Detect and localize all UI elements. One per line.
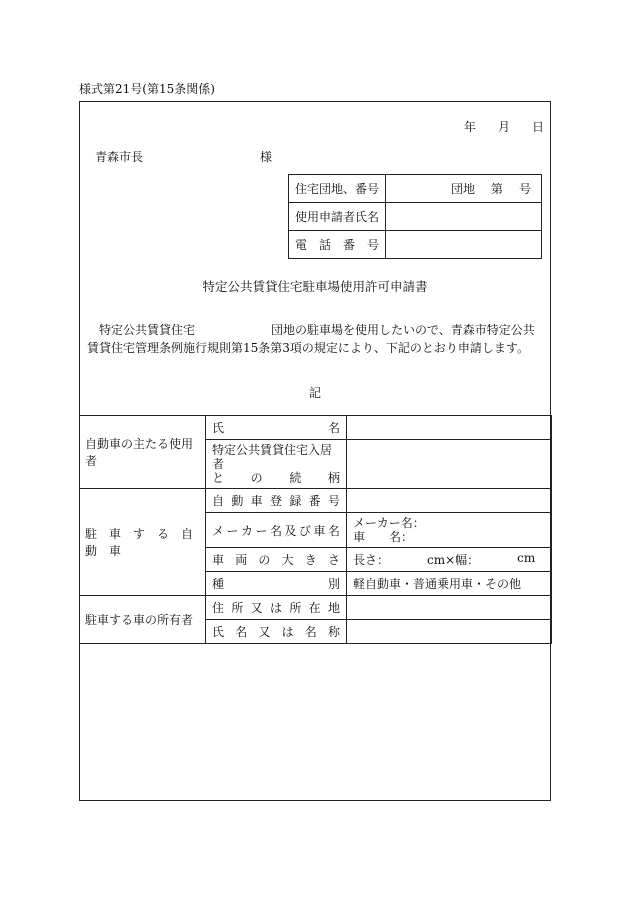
user-relation-char: 続 xyxy=(289,471,302,485)
user-name-row xyxy=(80,416,552,440)
maker-char: び xyxy=(298,523,311,538)
owner-name-char: 氏 xyxy=(212,625,225,639)
kind-char: 種 xyxy=(212,577,225,591)
owner-name-char: 名 xyxy=(304,625,317,639)
user-name-field[interactable] xyxy=(347,416,552,440)
owner-name-char: は xyxy=(281,625,294,639)
reg-no-char: 録 xyxy=(289,494,302,508)
gou-text: 号 xyxy=(518,182,531,196)
body-part1: 特定公共賃貸住宅 xyxy=(99,323,196,337)
user-relation-label xyxy=(206,440,347,489)
housing-label: 住宅団地、番号 xyxy=(289,175,386,203)
addressee-honorific: 様 xyxy=(260,150,273,164)
owner-addr-char: 在 xyxy=(308,601,321,615)
user-relation-char: 柄 xyxy=(327,471,340,485)
size-char: さ xyxy=(327,553,340,567)
reg-no-char: 動 xyxy=(231,494,244,508)
size-char: の xyxy=(258,553,271,567)
date-day: 日 xyxy=(531,120,544,134)
maker-char: ー xyxy=(226,523,239,538)
date-line xyxy=(464,118,544,135)
owner-addr-char: は xyxy=(269,601,282,615)
applicant-name-row xyxy=(289,203,542,231)
owner-addr-row xyxy=(80,596,552,620)
phone-label: 電 話 番 号 xyxy=(289,231,386,259)
body-text xyxy=(87,321,544,357)
reg-no-label xyxy=(206,489,347,513)
reg-no-char: 自 xyxy=(212,494,225,508)
owner-name-field[interactable] xyxy=(347,620,552,644)
owner-name-label xyxy=(206,620,347,644)
ki-heading: 記 xyxy=(308,386,321,400)
owner-addr-char: 住 xyxy=(212,601,225,615)
size-cm-text: cm xyxy=(517,551,536,565)
danchi-text: 団地 xyxy=(450,182,475,196)
owner-name-char: 称 xyxy=(327,625,340,639)
form-number: 様式第21号(第15条関係) xyxy=(79,82,215,96)
reg-no-char: 号 xyxy=(327,494,340,508)
maker-char: 名 xyxy=(269,523,282,538)
addressee-to: 青森市長 xyxy=(95,150,144,164)
maker-char: メ xyxy=(212,523,225,538)
owner-addr-char: 所 xyxy=(231,601,244,615)
car-group-label: 駐 車 す る 自 動 車 xyxy=(80,489,206,596)
maker-char: 及 xyxy=(284,523,297,538)
addressee xyxy=(95,148,273,165)
applicant-name-field[interactable] xyxy=(386,203,542,231)
phone-field[interactable] xyxy=(386,231,542,259)
maker-char: 車 xyxy=(313,523,326,538)
applicant-table xyxy=(288,174,542,259)
kind-field[interactable]: 軽自動車・普通乗用車・その他 xyxy=(347,572,552,596)
maker-char: カ xyxy=(240,523,253,538)
owner-addr-char: 地 xyxy=(327,601,340,615)
user-relation-field[interactable] xyxy=(347,440,552,489)
owner-name-char: 又 xyxy=(258,625,271,639)
length-blank[interactable] xyxy=(391,551,425,568)
housing-row xyxy=(289,175,542,203)
maker-char: 名 xyxy=(327,523,340,538)
applicant-name-label: 使用申請者氏名 xyxy=(289,203,386,231)
user-group-label: 自動車の主たる使用者 xyxy=(80,416,206,489)
phone-row xyxy=(289,231,542,259)
kind-char: 別 xyxy=(327,577,340,591)
size-field[interactable] xyxy=(347,548,552,572)
kind-label xyxy=(206,572,347,596)
date-year: 年 xyxy=(463,120,476,134)
date-month: 月 xyxy=(497,120,510,134)
user-name-label xyxy=(206,416,347,440)
size-label xyxy=(206,548,347,572)
owner-group-label: 駐車する車の所有者 xyxy=(80,596,206,644)
maker-label xyxy=(206,513,347,548)
application-form xyxy=(79,101,551,801)
width-blank[interactable] xyxy=(481,551,515,568)
owner-addr-char: 又 xyxy=(250,601,263,615)
size-char: 大 xyxy=(281,553,294,567)
reg-no-row xyxy=(80,489,552,513)
body-part2: 団地の駐車場を使用したいので、青森市特定公共賃貸住宅管理条例施行規則第15条第3項の規定により、下記のとおり申請します。 xyxy=(87,323,535,355)
dai-text: 第 xyxy=(490,182,503,196)
owner-addr-field[interactable] xyxy=(347,596,552,620)
size-char: 両 xyxy=(235,553,248,567)
user-name-char: 氏 xyxy=(212,421,225,435)
maker-field[interactable] xyxy=(347,513,552,548)
user-relation-char: の xyxy=(250,471,263,485)
reg-no-field[interactable] xyxy=(347,489,552,513)
form-title: 特定公共賃貸住宅駐車場使用許可申請書 xyxy=(202,279,428,294)
owner-addr-label xyxy=(206,596,347,620)
reg-no-char: 車 xyxy=(250,494,263,508)
maker-char: ー xyxy=(255,523,268,538)
size-char: 車 xyxy=(212,553,225,567)
user-name-char: 名 xyxy=(327,421,340,435)
maker-value-line1: メーカー名： xyxy=(353,516,425,530)
reg-no-char: 登 xyxy=(269,494,282,508)
size-width-text: cm×幅： xyxy=(427,553,480,567)
owner-addr-char: 所 xyxy=(289,601,302,615)
user-relation-line1: 特定公共賃貸住宅入居者 xyxy=(212,443,333,471)
user-relation-char: と xyxy=(212,471,225,485)
reg-no-char: 番 xyxy=(308,494,321,508)
size-char: き xyxy=(304,553,317,567)
maker-value-line2: 車 名： xyxy=(353,530,414,544)
size-length-text: 長さ： xyxy=(353,553,390,567)
owner-name-char: 名 xyxy=(235,625,248,639)
housing-field[interactable] xyxy=(386,175,542,203)
details-table xyxy=(79,415,552,644)
